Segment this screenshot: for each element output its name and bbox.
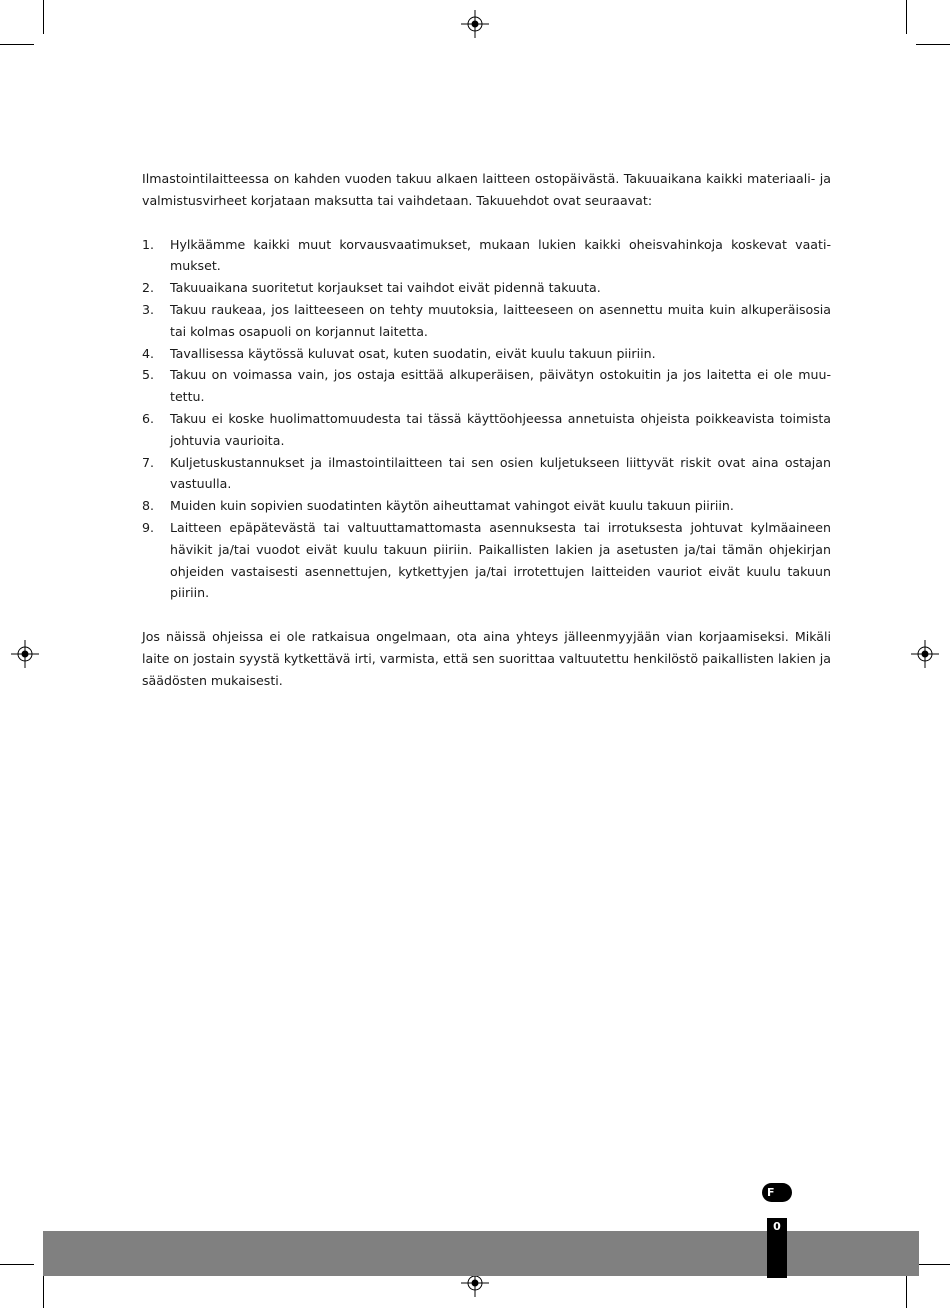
registration-mark-top-icon <box>461 10 489 38</box>
crop-mark-top-left-h <box>0 44 34 45</box>
list-item-text: Muiden kuin sopivien suodatinten käytön aiheuttamat vahingot eivät kuulu takuun piiriin. <box>170 498 734 514</box>
list-item <box>142 343 831 365</box>
language-badge: F <box>762 1183 792 1202</box>
list-item-number: 1. <box>142 236 155 252</box>
list-item-text: Takuuaikana suoritetut korjaukset tai vaihdot eivät pidennä takuuta. <box>170 280 601 296</box>
crop-mark-top-right-h <box>916 44 950 45</box>
list-item-text: Takuu raukeaa, jos laitteeseen on tehty muutoksia, laitteeseen on asennettu muita kuin alkuperäisosia tai kolmas osapuoli on korjannut laitetta. <box>170 301 831 339</box>
list-item-number: 7. <box>142 454 155 470</box>
crop-mark-top-left-v <box>43 0 44 34</box>
list-item-number: 3. <box>142 301 155 317</box>
closing-paragraph: Jos näissä ohjeissa ei ole ratkaisua ongelmaan, ota aina yhteys jälleenmyyjään vian korjaamiseksi. Mikäli laite on jostain syystä kytkettävä irti, varmista, että sen suorittaa valtuutettu henkilöstö paikallisten lakien ja säädösten mukaisesti. <box>142 629 831 688</box>
crop-mark-bottom-right-v <box>906 1275 907 1308</box>
crop-mark-bottom-right-h <box>916 1264 950 1265</box>
list-item-number: 5. <box>142 367 155 383</box>
intro-paragraph: Ilmastointilaitteessa on kahden vuoden takuu alkaen laitteen ostopäivästä. Takuuaikana kaikki materiaali- ja valmistusvirheet korjataan maksutta tai vaihdetaan. Takuuehdot ovat seuraavat: <box>142 171 831 208</box>
list-item <box>142 452 831 496</box>
registration-mark-left-icon <box>11 640 39 668</box>
list-item-text: Kuljetuskustannukset ja ilmastointilaitteen tai sen osien kuljetukseen liittyvät riskit ovat aina ostajan vastuulla. <box>170 454 831 492</box>
list-item-number: 6. <box>142 410 155 426</box>
page-number-tab <box>767 1218 787 1278</box>
list-item-number: 9. <box>142 519 155 535</box>
list-item <box>142 517 831 604</box>
list-item <box>142 299 831 343</box>
list-item-text: Tavallisessa käytössä kuluvat osat, kuten suodatin, eivät kuulu takuun piiriin. <box>170 345 656 361</box>
warranty-text <box>142 168 831 692</box>
list-item-text: Takuu ei koske huolimattomuudesta tai tässä käyttöohjeessa annetuista ohjeista poikkeavista toimista johtuvia vaurioita. <box>170 410 831 448</box>
list-item-text: Laitteen epäpätevästä tai valtuuttamattomasta asennuksesta tai irrotuksesta johtuvat kylmäaineen hävikit ja/tai vuodot eivät kuulu takuun piiriin. Paikallisten lakien ja asetusten ja/tai tämän ohjekirjan ohjeiden vastaisesti asennettujen, kytkettyjen ja/tai irrotettujen laitteiden vauriot eivät kuulu takuun piiriin. <box>170 519 831 601</box>
list-item-text: Takuu on voimassa vain, jos ostaja esittää alkuperäisen, päivätyn ostokuitin ja jos laitetta ei ole muu-tettu. <box>170 367 831 405</box>
list-item <box>142 495 831 517</box>
footer-bar <box>43 1231 919 1276</box>
list-item <box>142 234 831 278</box>
list-item-text: Hylkäämme kaikki muut korvausvaatimukset, mukaan lukien kaikki oheisvahinkoja koskevat vaati-mukset. <box>170 236 831 274</box>
crop-mark-top-right-v <box>906 0 907 34</box>
list-item-number: 8. <box>142 498 155 514</box>
page-number: 0 <box>773 1220 781 1233</box>
list-item <box>142 408 831 452</box>
list-item <box>142 277 831 299</box>
crop-mark-bottom-left-h <box>0 1264 34 1265</box>
list-item-number: 4. <box>142 345 155 361</box>
list-item <box>142 364 831 408</box>
list-item-number: 2. <box>142 280 155 296</box>
warranty-conditions-list <box>142 234 831 605</box>
registration-mark-right-icon <box>911 640 939 668</box>
crop-mark-bottom-left-v <box>43 1275 44 1308</box>
